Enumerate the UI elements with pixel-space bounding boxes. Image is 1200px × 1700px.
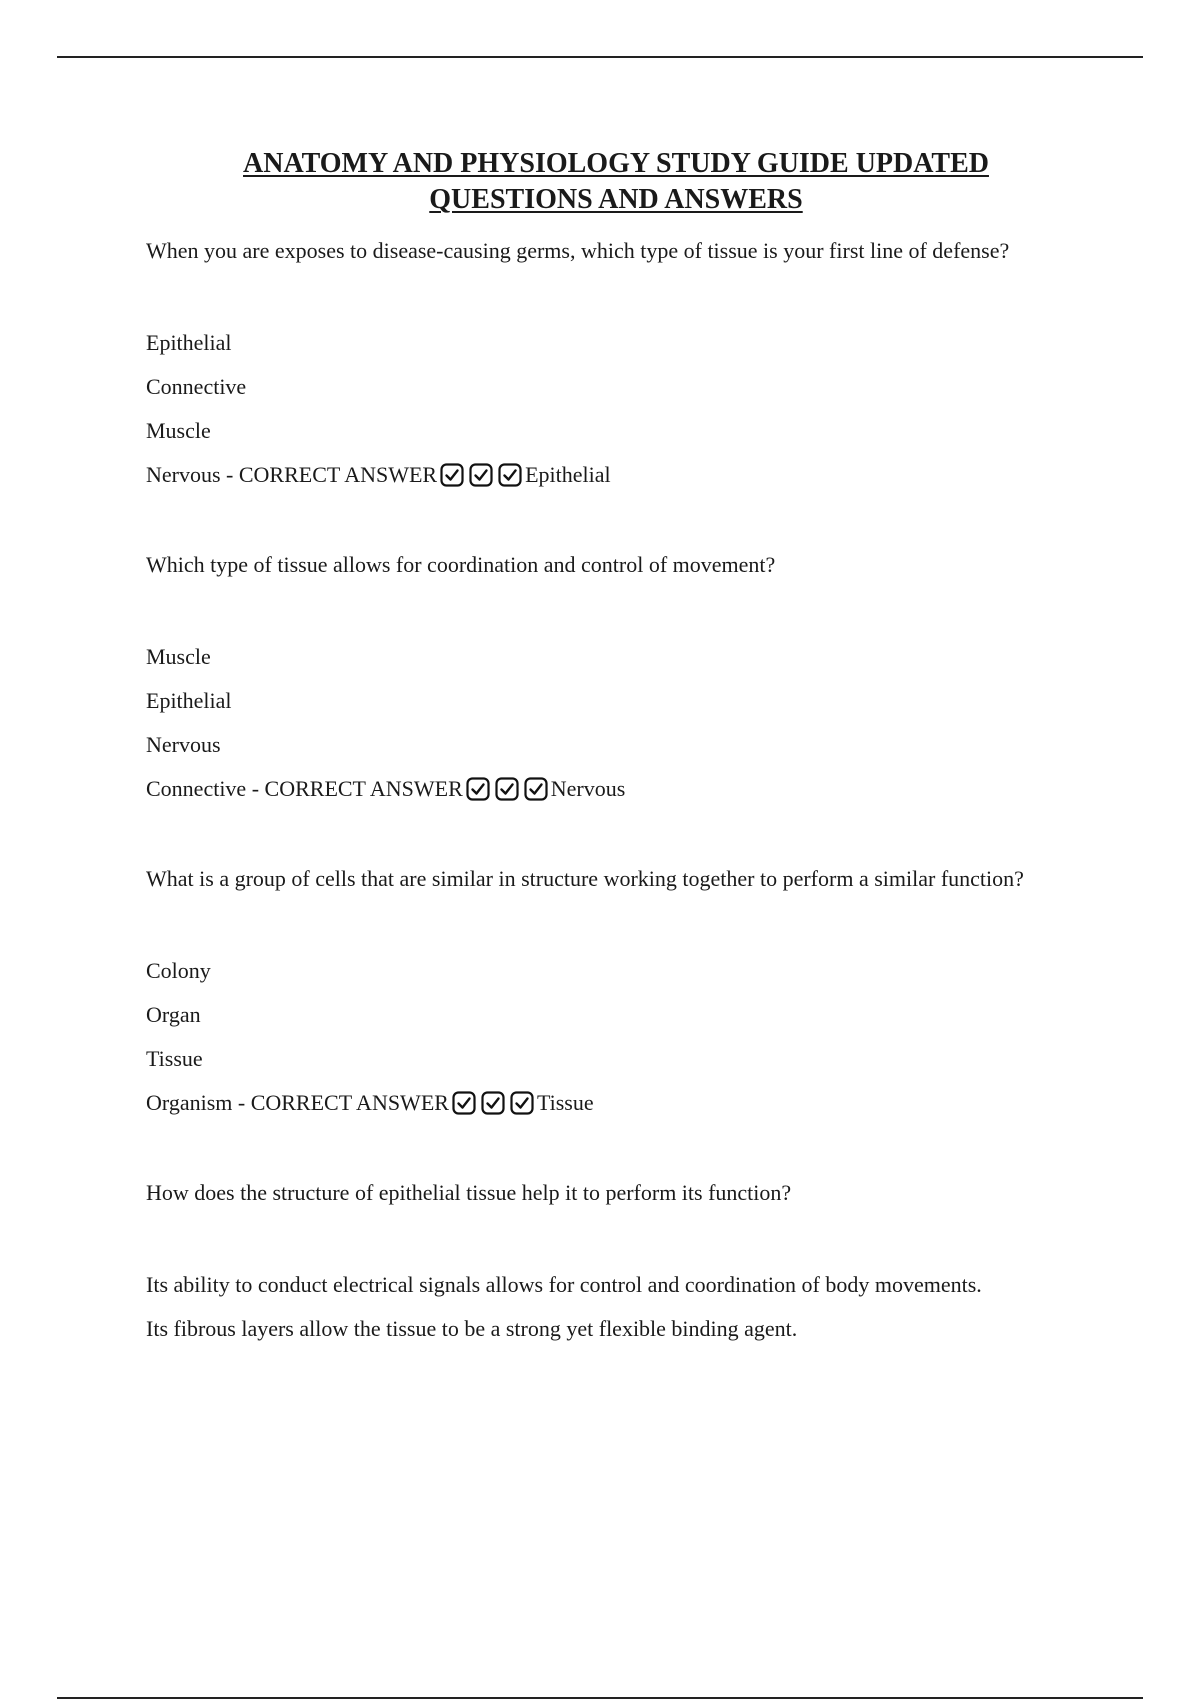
option: Epithelial (146, 688, 232, 713)
checked-box-icon (440, 463, 464, 487)
last-option: Connective (146, 776, 247, 801)
correct-answer-label: - CORRECT ANSWER (232, 1090, 449, 1115)
question-2 (146, 550, 1086, 804)
option: Muscle (146, 418, 211, 443)
checked-box-icon (495, 777, 519, 801)
correct-answer-label: - CORRECT ANSWER (246, 776, 463, 801)
option: Nervous (146, 732, 221, 757)
option: Its fibrous layers allow the tissue to be a strong yet flexible binding agent. (146, 1316, 798, 1341)
bottom-rule (57, 1697, 1143, 1699)
checked-box-icon (466, 777, 490, 801)
question-text: What is a group of cells that are similar in structure working together to perform a similar function? (146, 866, 1024, 891)
correct-answer: Nervous (550, 776, 626, 801)
page-content (146, 146, 1086, 1358)
option: Connective (146, 374, 247, 399)
option: Tissue (146, 1046, 203, 1071)
checked-box-icon (452, 1091, 476, 1115)
question-4 (146, 1178, 1086, 1344)
option: Its ability to conduct electrical signals allows for control and coordination of body movements. (146, 1272, 982, 1297)
check-group (440, 463, 522, 487)
title-line-2: QUESTIONS AND ANSWERS (429, 184, 803, 215)
document-title (146, 146, 1086, 218)
check-group (452, 1091, 534, 1115)
question-text: How does the structure of epithelial tissue help it to perform its function? (146, 1180, 792, 1205)
correct-answer-label: - CORRECT ANSWER (220, 462, 438, 487)
correct-answer: Epithelial (525, 462, 611, 487)
option: Organ (146, 1002, 201, 1027)
question-1 (146, 236, 1086, 490)
question-text: Which type of tissue allows for coordination and control of movement? (146, 552, 776, 577)
question-text: When you are exposes to disease-causing germs, which type of tissue is your first line of defense? (146, 238, 1010, 263)
answer-line (146, 1088, 1086, 1118)
top-rule (57, 56, 1143, 58)
title-line-1: ANATOMY AND PHYSIOLOGY STUDY GUIDE UPDATED (243, 148, 989, 179)
option: Muscle (146, 644, 211, 669)
checked-box-icon (524, 777, 548, 801)
answer-line (146, 774, 1086, 804)
option: Epithelial (146, 330, 232, 355)
check-group (466, 777, 548, 801)
last-option: Organism (146, 1090, 233, 1115)
answer-line (146, 460, 1086, 490)
last-option: Nervous (146, 462, 221, 487)
correct-answer: Tissue (536, 1090, 594, 1115)
question-3 (146, 864, 1086, 1118)
checked-box-icon (498, 463, 522, 487)
checked-box-icon (469, 463, 493, 487)
checked-box-icon (510, 1091, 534, 1115)
checked-box-icon (481, 1091, 505, 1115)
option: Colony (146, 958, 211, 983)
